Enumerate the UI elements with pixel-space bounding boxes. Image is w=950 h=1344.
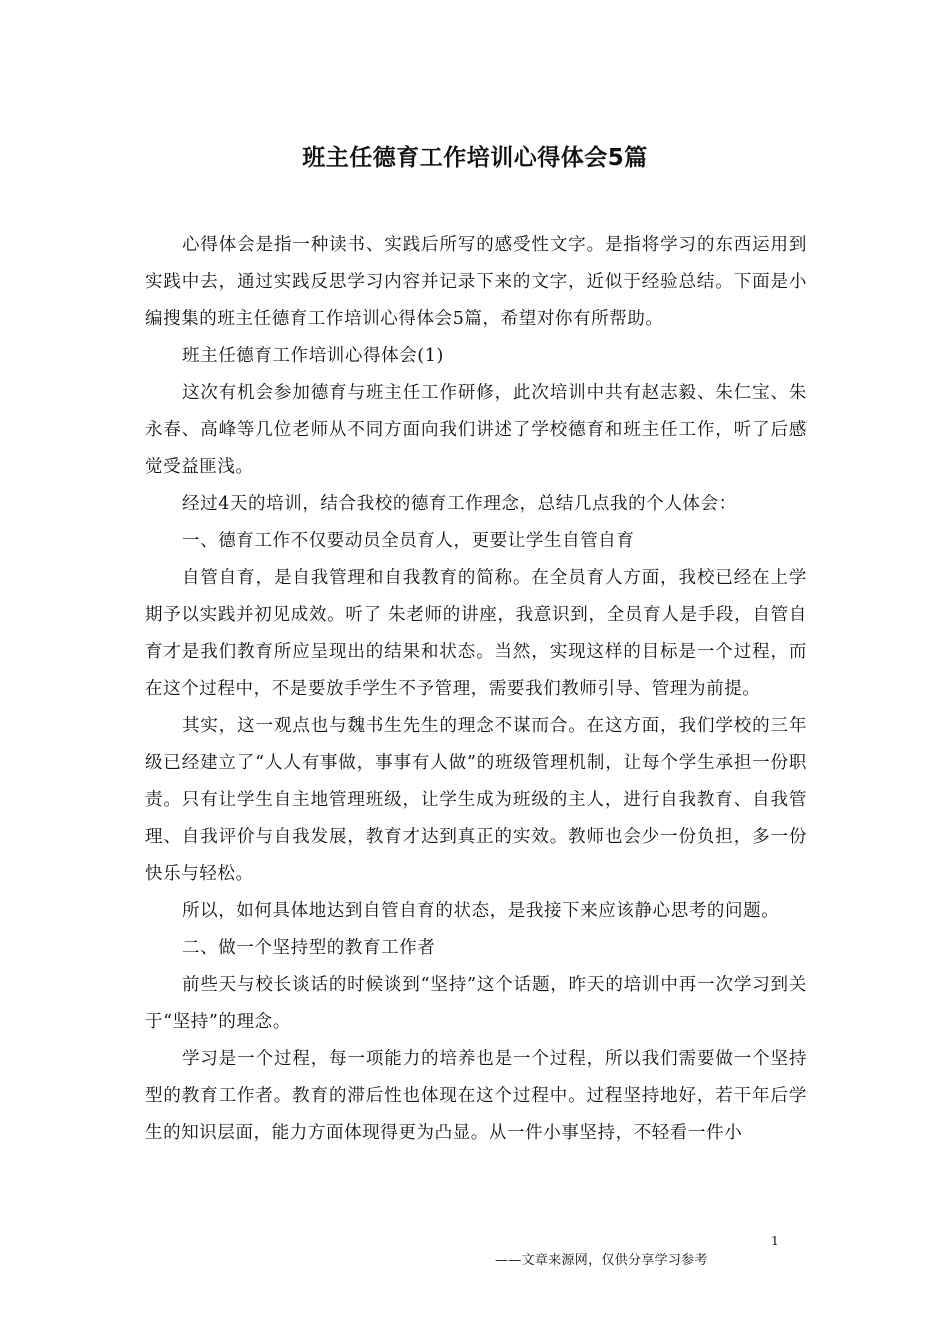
subheading: 一、德育工作不仅要动员全员育人，更要让学生自管自育 [182,531,635,551]
document-title: 班主任德育工作培训心得体会5篇 [302,145,648,171]
document-body [145,227,807,1152]
section-heading: 班主任德育工作培训心得体会(1) [182,346,444,366]
paragraph: 其实，这一观点也与魏书生先生的理念不谋而合。在这方面，我们学校的三年级已经建立了“人人有事做，事事有人做”的班级管理机制，让每个学生承担一份职责。只有让学生自主地管理班级，让学生成为班级的主人，进行自我教育、自我管理、自我评价与自我发展，教育才达到真正的实效。教师也会少一份负担，多一份快乐与轻松。 [145,716,807,884]
paragraph: 经过4天的培训，结合我校的德育工作理念，总结几点我的个人体会： [182,494,737,514]
subheading: 二、做一个坚持型的教育工作者 [182,938,436,958]
paragraph: 这次有机会参加德育与班主任工作研修，此次培训中共有赵志毅、朱仁宝、朱永春、高峰等几位老师从不同方面向我们讲述了学校德育和班主任工作，听了后感觉受益匪浅。 [145,383,807,477]
paragraph: 学习是一个过程，每一项能力的培养也是一个过程，所以我们需要做一个坚持型的教育工作者。教育的滞后性也体现在这个过程中。过程坚持地好，若干年后学生的知识层面，能力方面体现得更为凸显。从一件小事坚持，不轻看一件小 [145,1049,807,1143]
paragraph: 前些天与校长谈话的时候谈到“坚持”这个话题，昨天的培训中再一次学习到关于“坚持”的理念。 [145,975,807,1032]
paragraph: 所以，如何具体地达到自管自育的状态，是我接下来应该静心思考的问题。 [182,901,780,921]
footer-note: ——文章来源网，仅供分享学习参考 [495,1253,708,1268]
paragraph-intro: 心得体会是指一种读书、实践后所写的感受性文字。是指将学习的东西运用到实践中去，通过实践反思学习内容并记录下来的文字，近似于经验总结。下面是小编搜集的班主任德育工作培训心得体会5篇，希望对你有所帮助。 [145,235,807,329]
page-number: 1 [771,1234,779,1248]
paragraph: 自管自育，是自我管理和自我教育的简称。在全员育人方面，我校已经在上学期予以实践并初见成效。听了 朱老师的讲座，我意识到，全员育人是手段，自管自育才是我们教育所应呈现出的结果和状态。当然，实现这样的目标是一个过程，而在这个过程中，不是要放手学生不予管理，需要我们教师引导、管理为前提。 [145,568,807,699]
